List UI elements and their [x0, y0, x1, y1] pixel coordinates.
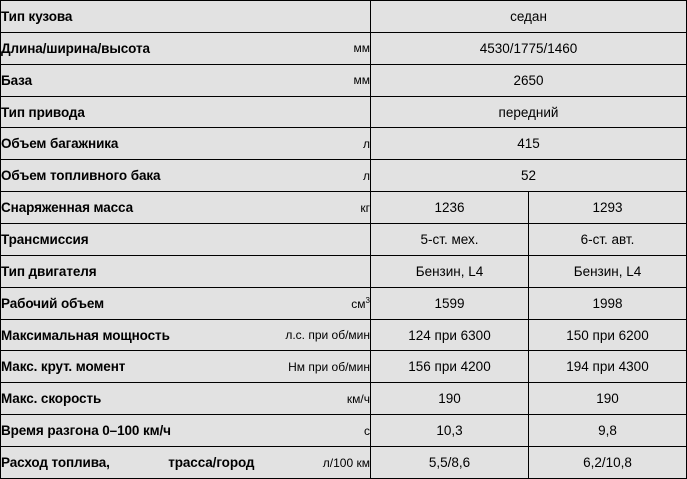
spec-label-cell — [1, 96, 371, 128]
spec-unit — [344, 41, 371, 55]
spec-value-cell-2: Бензин, L4 — [529, 255, 687, 287]
spec-label: Трансмиссия — [1, 231, 89, 247]
table-row — [1, 319, 687, 351]
spec-value-cell-1: 190 — [371, 383, 529, 415]
table-row — [1, 192, 687, 224]
spec-label-cell — [1, 128, 371, 160]
spec-unit-text: кг — [360, 200, 370, 215]
spec-label-cell — [1, 160, 371, 192]
spec-unit-exponent: 3 — [365, 295, 370, 305]
table-row — [1, 224, 687, 256]
spec-value-cell-1: 10,3 — [371, 415, 529, 447]
spec-label: Рабочий объем — [1, 295, 105, 311]
table-row — [1, 1, 687, 33]
table-row — [1, 287, 687, 319]
spec-value-cell-2: 1293 — [529, 192, 687, 224]
table-row — [1, 351, 687, 383]
spec-unit-text: см — [351, 296, 366, 311]
spec-label-suffix: трасса/город — [168, 455, 255, 471]
spec-unit-text: л — [362, 136, 370, 151]
spec-label: База — [1, 72, 33, 88]
spec-label: Тип двигателя — [1, 263, 97, 279]
table-row — [1, 128, 687, 160]
spec-unit — [337, 392, 370, 406]
spec-value-cell-2: 190 — [529, 383, 687, 415]
spec-label: Время разгона 0–100 км/ч — [1, 423, 171, 439]
spec-unit — [313, 456, 370, 470]
table-row — [1, 383, 687, 415]
spec-unit-text: км/ч — [346, 391, 370, 406]
spec-value-cell-1: Бензин, L4 — [371, 255, 529, 287]
spec-label-cell — [1, 351, 371, 383]
spec-value-cell: 2650 — [371, 64, 687, 96]
spec-label: Макс. крут. момент — [1, 359, 126, 375]
spec-value-cell: 415 — [371, 128, 687, 160]
spec-value-cell: передний — [371, 96, 687, 128]
table-row — [1, 96, 687, 128]
table-body — [1, 1, 687, 479]
table-row — [1, 447, 687, 479]
spec-label: Объем багажника — [1, 136, 119, 152]
spec-value-cell-1: 5-ст. мех. — [371, 224, 529, 256]
spec-value-cell-1: 156 при 4200 — [371, 351, 529, 383]
spec-value-cell-2: 6,2/10,8 — [529, 447, 687, 479]
table-row — [1, 160, 687, 192]
spec-label-cell — [1, 224, 371, 256]
table-row — [1, 255, 687, 287]
spec-label-cell — [1, 383, 371, 415]
spec-value-cell-2: 194 при 4300 — [529, 351, 687, 383]
spec-label-cell — [1, 319, 371, 351]
spec-value-cell-1: 124 при 6300 — [371, 319, 529, 351]
spec-label-cell — [1, 447, 371, 479]
spec-label: Объем топливного бака — [1, 168, 161, 184]
spec-value-cell-1: 1599 — [371, 287, 529, 319]
spec-label-cell — [1, 287, 371, 319]
spec-label: Длина/ширина/высота — [1, 40, 150, 56]
table-row — [1, 32, 687, 64]
spec-value-cell-2: 1998 — [529, 287, 687, 319]
spec-value-cell: 52 — [371, 160, 687, 192]
spec-unit-text: с — [364, 423, 370, 438]
spec-unit — [353, 137, 370, 151]
spec-label: Максимальная мощность — [1, 327, 170, 343]
spec-unit — [278, 360, 370, 374]
spec-unit — [275, 328, 370, 342]
spec-unit — [354, 424, 370, 438]
table-row — [1, 64, 687, 96]
spec-label-cell — [1, 64, 371, 96]
table-row — [1, 415, 687, 447]
spec-value-cell-1: 1236 — [371, 192, 529, 224]
spec-label-cell — [1, 1, 371, 33]
spec-label-cell — [1, 192, 371, 224]
spec-unit-text: л — [362, 168, 370, 183]
spec-unit-text: л.с. при об/мин — [285, 328, 370, 343]
spec-value-cell-2: 6-ст. авт. — [529, 224, 687, 256]
spec-unit — [353, 169, 370, 183]
spec-unit — [341, 296, 370, 311]
spec-unit-text: мм — [353, 41, 370, 56]
spec-value-cell: 4530/1775/1460 — [371, 32, 687, 64]
spec-unit-text: мм — [353, 73, 370, 88]
spec-label-cell — [1, 32, 371, 64]
spec-unit — [344, 73, 371, 87]
spec-unit — [350, 201, 370, 215]
spec-label: Тип привода — [1, 104, 85, 120]
spec-value-cell-2: 150 при 6200 — [529, 319, 687, 351]
spec-label: Тип кузова — [1, 8, 73, 24]
spec-value-cell: седан — [371, 1, 687, 33]
spec-value-cell-1: 5,5/8,6 — [371, 447, 529, 479]
spec-unit-text: Нм при об/мин — [288, 359, 370, 374]
spec-value-cell-2: 9,8 — [529, 415, 687, 447]
spec-label: Снаряженная масса — [1, 200, 134, 216]
spec-unit-text: л/100 км — [322, 455, 370, 470]
spec-label-cell — [1, 415, 371, 447]
spec-label-cell — [1, 255, 371, 287]
spec-label: Макс. скорость — [1, 391, 102, 407]
spec-label: Расход топлива, — [1, 455, 110, 471]
